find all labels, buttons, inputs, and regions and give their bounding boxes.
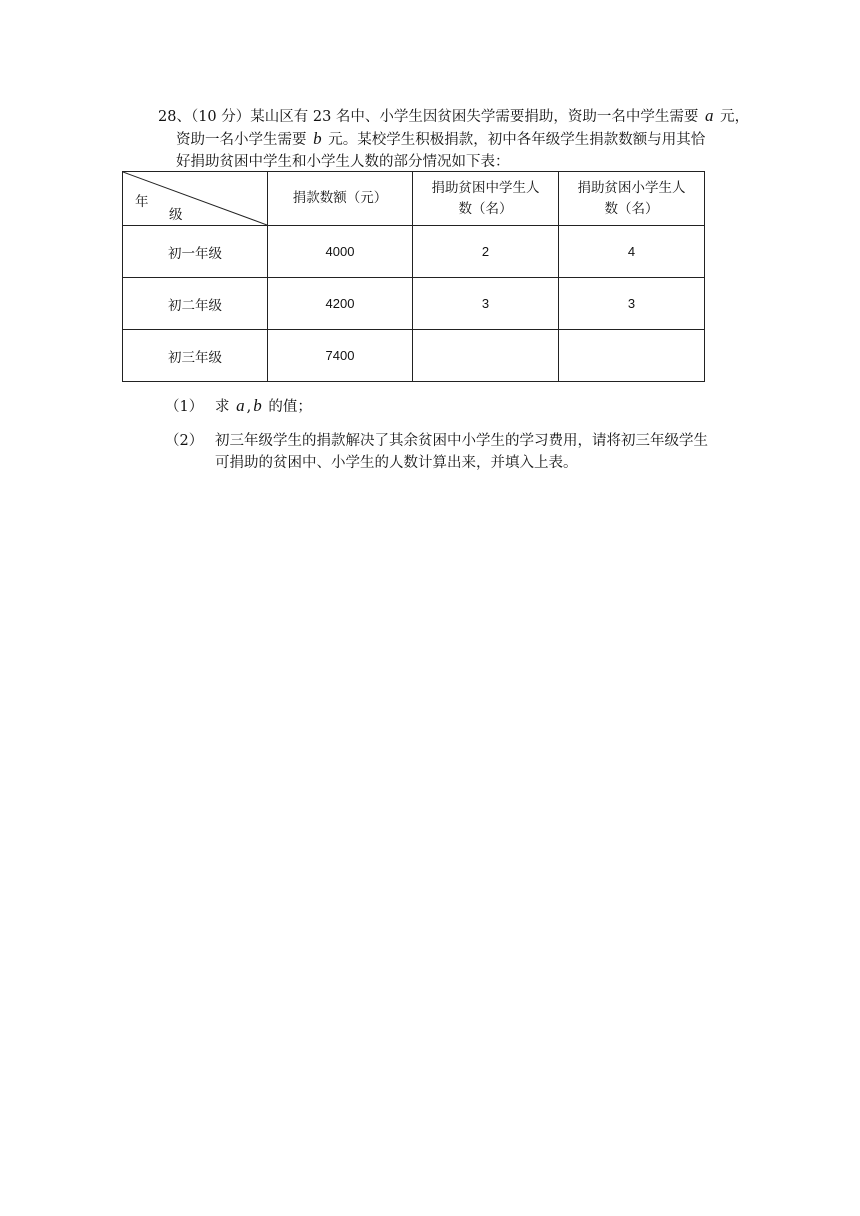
question-2-label: （2）: [165, 433, 204, 449]
grade-cell: 初一年级: [123, 226, 268, 278]
primary-count-cell: 4: [559, 226, 705, 278]
grade-cell: 初二年级: [123, 278, 268, 330]
problem-line-2: 资助一名小学生需要 b 元。某校学生积极捐款，初中各年级学生捐款数额与用其恰: [176, 129, 706, 148]
header-amount: 捐款数额（元）: [268, 172, 413, 226]
corner-label-top: 年: [135, 194, 149, 210]
corner-header-cell: [123, 172, 268, 226]
problem-line-3: 好捐助贫困中学生和小学生人数的部分情况如下表：: [176, 154, 510, 170]
table-row: [123, 226, 705, 278]
amount-cell: 7400: [268, 330, 413, 382]
donation-table: [122, 171, 705, 382]
question-1-label: （1）: [165, 399, 204, 415]
header-middle-students: 捐助贫困中学生人 数（名）: [413, 172, 559, 226]
middle-count-cell: 3: [413, 278, 559, 330]
corner-label-bottom: 级: [169, 207, 183, 223]
primary-count-cell-blank: [559, 330, 705, 382]
amount-cell: 4200: [268, 278, 413, 330]
table-header-row: [123, 172, 705, 226]
variable-b: b: [313, 129, 322, 148]
middle-count-cell-blank: [413, 330, 559, 382]
variable-b: b: [253, 396, 262, 415]
table-row: [123, 330, 705, 382]
header-primary-students: 捐助贫困小学生人 数（名）: [559, 172, 705, 226]
primary-count-cell: 3: [559, 278, 705, 330]
variable-a: a: [236, 396, 245, 415]
grade-cell: 初三年级: [123, 330, 268, 382]
problem-statement: [158, 105, 750, 173]
variable-a: a: [705, 106, 714, 125]
question-2: （2） 初三年级学生的捐款解决了其余贫困中小学生的学习费用，请将初三年级学生 可捐助的贫困中、小学生的人数计算出来，并填入上表。: [165, 430, 740, 474]
problem-line-1: 28、（10 分）某山区有 23 名中、小学生因贫困失学需要捐助，资助一名中学生需要 a 元，: [158, 106, 750, 125]
amount-cell: 4000: [268, 226, 413, 278]
middle-count-cell: 2: [413, 226, 559, 278]
table-row: [123, 278, 705, 330]
question-1: （1） 求 a , b 的值；: [165, 395, 740, 418]
